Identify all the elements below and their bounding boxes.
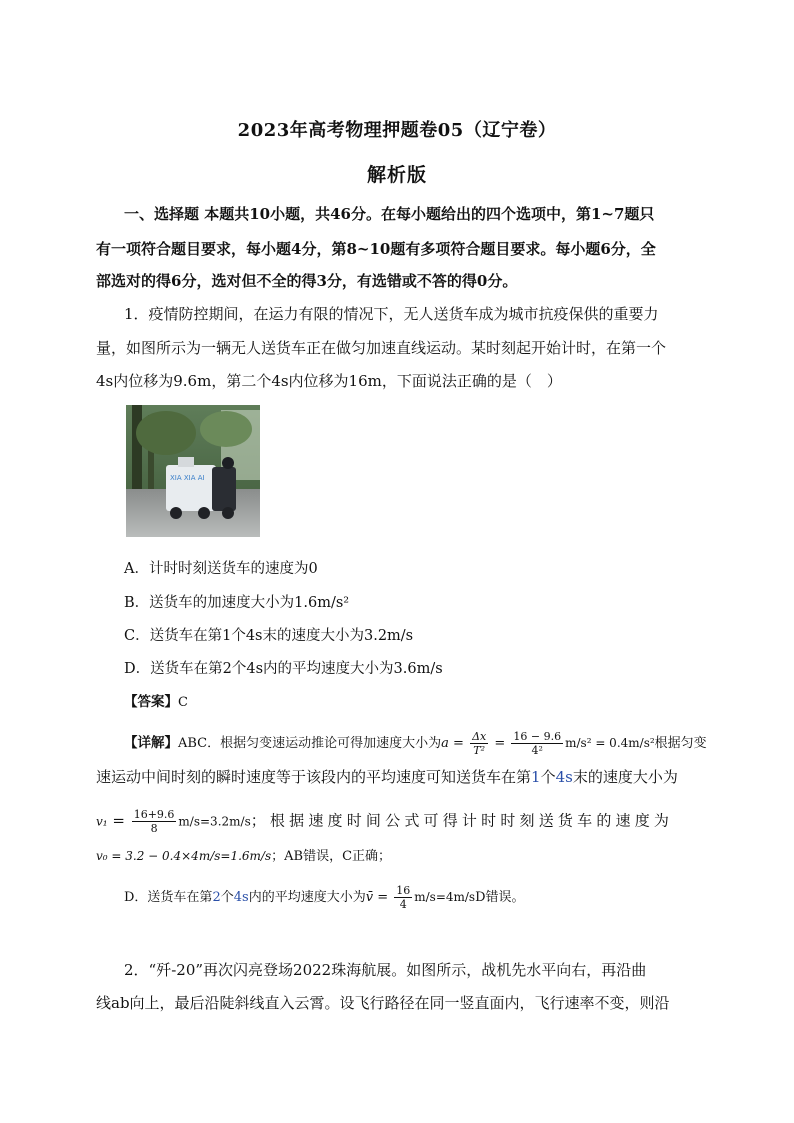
detail-text: 个 bbox=[220, 890, 234, 905]
section-intro-line-2: 有一项符合题目要求，每小题4分，第8~10题有多项符合题目要求。每小题6分，全 bbox=[96, 240, 656, 258]
q1-answer bbox=[124, 691, 728, 713]
accel-result: m/s² = 0.4m/s² bbox=[565, 736, 655, 750]
q1-option-b: B．送货车的加速度大小为1.6m/s² bbox=[124, 595, 350, 611]
q1-option-a: A．计时时刻送货车的速度为0 bbox=[124, 561, 318, 577]
average-velocity-symbol: v̄ bbox=[365, 890, 374, 905]
fraction-mid-velocity: $\frac{16+9.6}{8}$ bbox=[133, 808, 175, 835]
q1-detail-line-3: v₁ = $\frac{16+9.6}{8}$ m/s=3.2m/s；根据速度时间公式可得计时时刻送货车的速度为 bbox=[96, 808, 674, 835]
q1-stem-line-2: 量，如图所示为一辆无人送货车正在做匀加速直线运动。某时刻起开始计时，在第一个 bbox=[96, 339, 667, 357]
answer-value: C bbox=[178, 695, 188, 710]
detail-number: 1 bbox=[531, 768, 541, 786]
initial-velocity-formula: v₀ = 3.2 − 0.4×4m/s=1.6m/s bbox=[96, 849, 272, 863]
detail-text: ；AB错误，C正确； bbox=[271, 849, 392, 864]
fraction-delta-x: $\frac{\Delta x}{\text{T²}}$ bbox=[472, 730, 487, 757]
detail-text: D．送货车在第 bbox=[124, 890, 213, 905]
answer-tag: 【答案】 bbox=[124, 694, 178, 710]
vehicle-logo-text: XIA XIA AI bbox=[170, 474, 205, 482]
detail-text: 末的速度大小为 bbox=[572, 768, 678, 786]
detail-text: ；根据速度时间公式可得计时时刻送货车的速度为 bbox=[250, 811, 674, 830]
detail-text: D错误。 bbox=[475, 890, 525, 905]
detail-text: 个 bbox=[540, 768, 556, 786]
page-subtitle: 解析版 bbox=[366, 164, 427, 186]
accel-symbol: a bbox=[441, 736, 449, 751]
average-velocity-result: m/s=4m/s bbox=[414, 890, 476, 904]
detail-text: ABC．根据匀变速运动推论可得加速度大小为 bbox=[178, 736, 442, 751]
q1-detail-line-2 bbox=[96, 767, 700, 787]
q2-stem-line-1: 2．“歼-20”再次闪亮登场2022珠海航展。如图所示，战机先水平向右，再沿曲 bbox=[124, 961, 647, 979]
detail-text: 内的平均速度大小为 bbox=[248, 890, 366, 905]
fraction-average-velocity: $\frac{16}{4}$ bbox=[396, 884, 411, 911]
q1-detail-line-5: D．送货车在第2个4s内的平均速度大小为v̄ = $\frac{16}{4}$ m/s=4m/sD错误。 bbox=[124, 884, 525, 911]
q1-detail-line-4 bbox=[96, 845, 700, 867]
delivery-vehicle-photo bbox=[126, 405, 260, 537]
q1-stem-line-3: 4s内位移为9.6m，第二个4s内位移为16m，下面说法正确的是（ ） bbox=[96, 372, 562, 390]
section-intro-line-1: 一、选择题 本题共10小题，共46分。在每小题给出的四个选项中，第1~7题只 bbox=[124, 205, 655, 223]
detail-number: 4s bbox=[233, 890, 249, 905]
q1-option-d: D．送货车在第2个4s内的平均速度大小为3.6m/s bbox=[124, 661, 443, 677]
q1-detail-line-1: 【详解】ABC．根据匀变速运动推论可得加速度大小为a = $\frac{\Delta x}{\text{T²}}$ = $\frac{16 - 9.6}{\text{4²}}$ m/s² = 0.4m/s²根据匀变 bbox=[124, 730, 707, 757]
page-title: 2023年高考物理押题卷05（辽宁卷） bbox=[237, 120, 557, 141]
detail-number: 4s bbox=[555, 768, 573, 786]
section-intro-line-3: 部选对的得6分，选对但不全的得3分，有选错或不答的得0分。 bbox=[96, 272, 518, 290]
detail-tag: 【详解】 bbox=[124, 735, 178, 751]
q1-stem-line-1: 1．疫情防控期间，在运力有限的情况下，无人送货车成为城市抗疫保供的重要力 bbox=[124, 305, 659, 323]
detail-text: 速运动中间时刻的瞬时速度等于该段内的平均速度可知送货车在第 bbox=[96, 768, 532, 786]
fraction-accel-value: $\frac{16 - 9.6}{\text{4²}}$ bbox=[513, 730, 562, 757]
velocity-symbol: v₁ bbox=[96, 814, 108, 829]
q1-option-c: C．送货车在第1个4s末的速度大小为3.2m/s bbox=[124, 628, 414, 644]
q2-stem-line-2: 线ab向上，最后沿陡斜线直入云霄。设飞行路径在同一竖直面内，飞行速率不变，则沿 bbox=[96, 994, 670, 1012]
detail-text: 根据匀变 bbox=[654, 736, 707, 751]
detail-number: 2 bbox=[212, 890, 221, 905]
velocity-result: m/s=3.2m/s bbox=[178, 814, 251, 829]
